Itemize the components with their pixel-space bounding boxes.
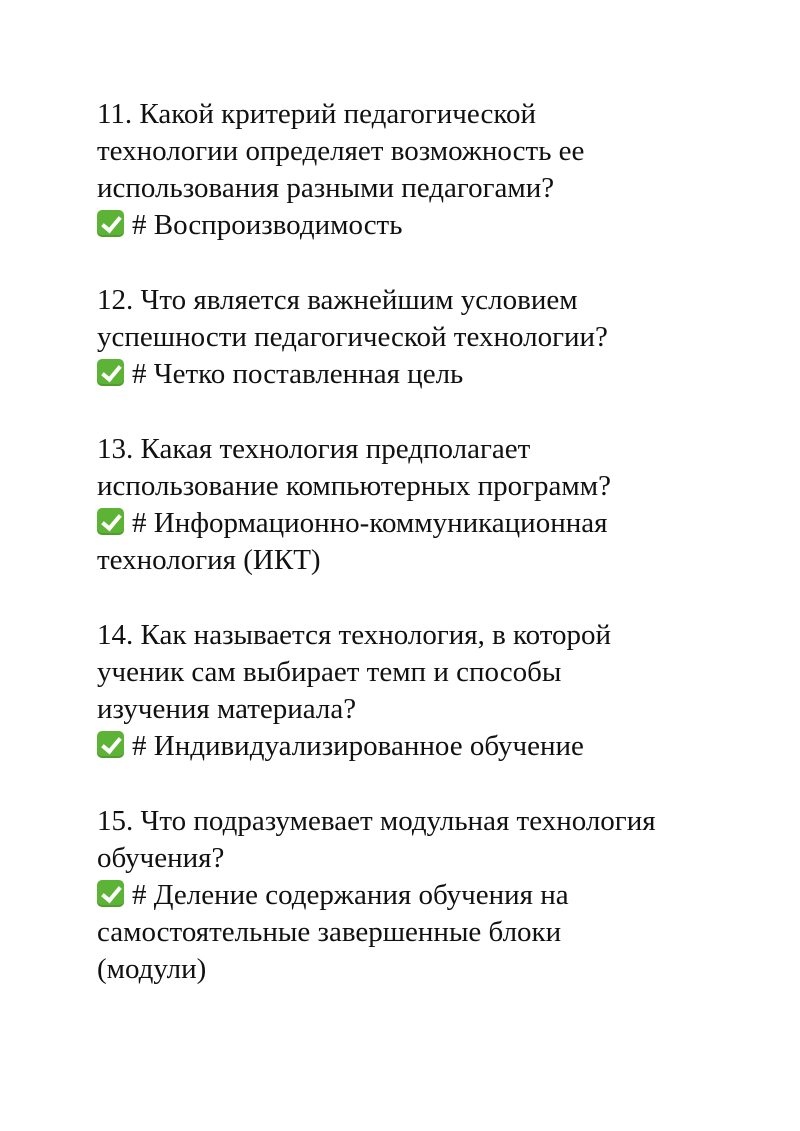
answer-text: # Воспроизводимость	[132, 209, 403, 241]
question-block-15	[97, 803, 737, 988]
answer-line	[97, 877, 737, 988]
document-page	[97, 96, 737, 1026]
question-text: 15. Что подразумевает модульная технология обучения?	[97, 805, 656, 874]
answer-text: # Четко поставленная цель	[132, 358, 464, 390]
answer-text: # Деление содержания обучения на самостоятельные завершенные блоки (модули)	[97, 879, 569, 985]
answer-line	[97, 728, 737, 765]
answer-line	[97, 505, 737, 579]
check-mark-icon	[97, 880, 124, 907]
question-text: 14. Как называется технология, в которой ученик сам выбирает темп и способы изучения материала?	[97, 619, 612, 725]
answer-line	[97, 356, 737, 393]
answer-text: # Индивидуализированное обучение	[132, 730, 584, 762]
question-text: 13. Какая технология предполагает использование компьютерных программ?	[97, 433, 611, 502]
question-block-12	[97, 282, 737, 393]
question-block-13	[97, 431, 737, 579]
answer-text: # Информационно-коммуникационная технология (ИКТ)	[97, 507, 608, 576]
check-mark-icon	[97, 731, 124, 758]
question-block-11	[97, 96, 737, 244]
check-mark-icon	[97, 210, 124, 237]
answer-line	[97, 207, 737, 244]
check-mark-icon	[97, 359, 124, 386]
question-block-14	[97, 617, 737, 765]
question-text: 12. Что является важнейшим условием успешности педагогической технологии?	[97, 284, 608, 353]
question-text: 11. Какой критерий педагогической технологии определяет возможность ее использования разными педагогами?	[97, 98, 585, 204]
check-mark-icon	[97, 508, 124, 535]
